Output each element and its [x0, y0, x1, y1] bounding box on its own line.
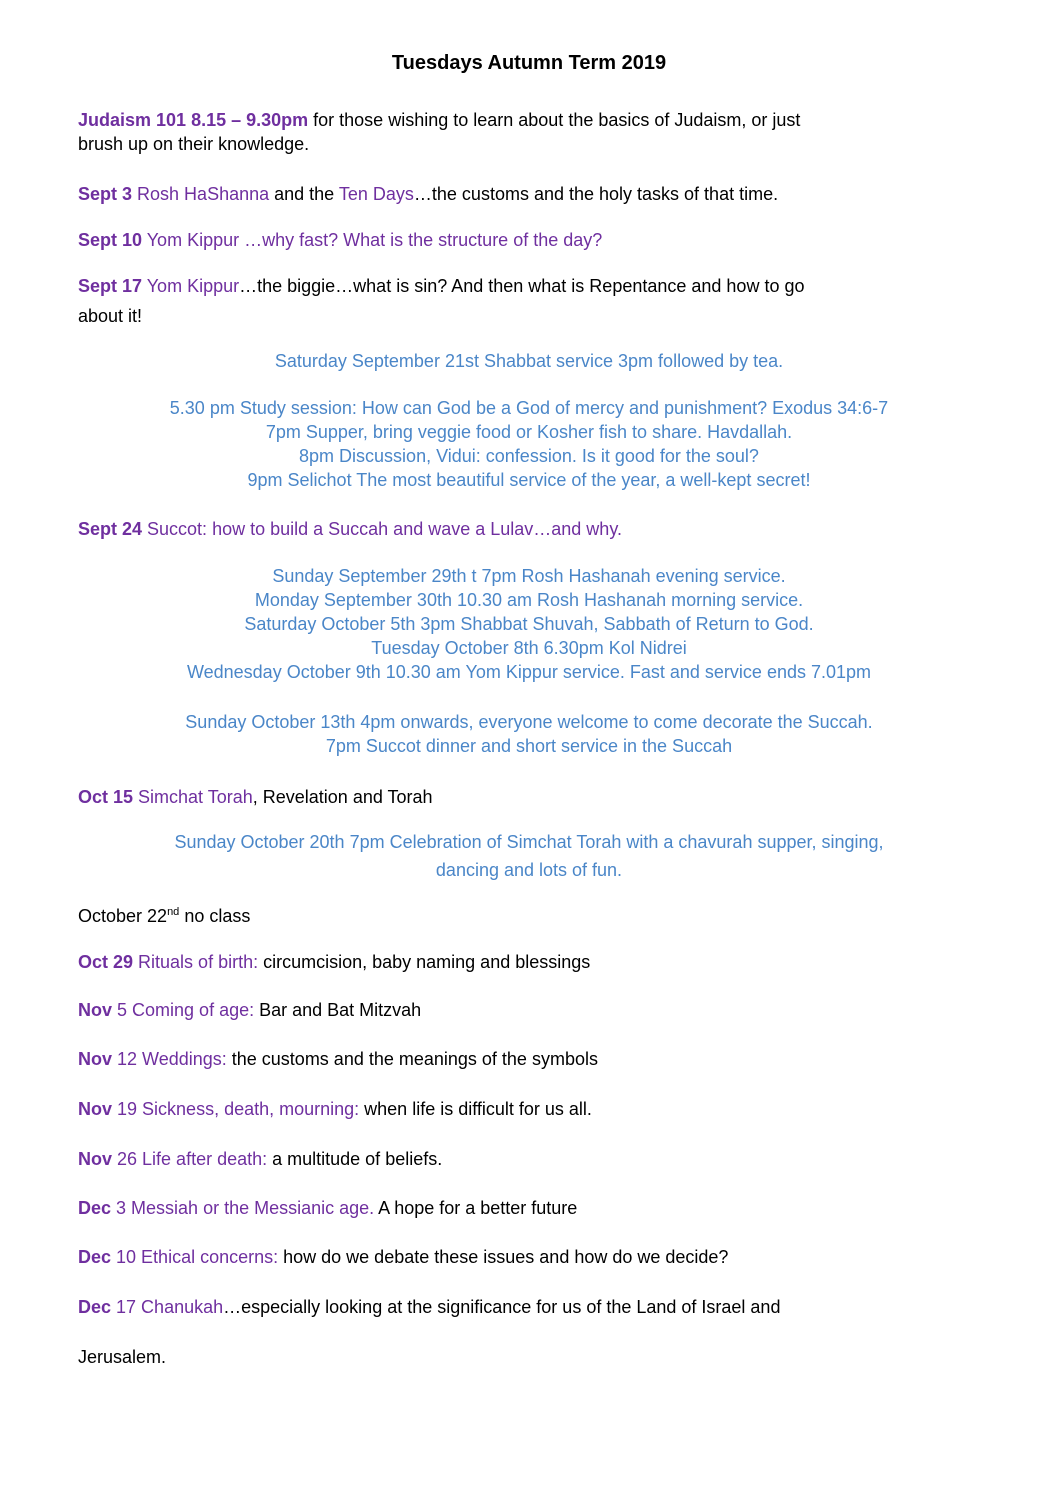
session-topic: 19 Sickness, death, mourning: [112, 1099, 360, 1119]
session-dec-17-cont: Jerusalem. [78, 1347, 167, 1367]
session-date: Oct 15 [78, 787, 134, 807]
event-simchat-2: dancing and lots of fun. [435, 860, 623, 880]
session-topic: 17 Chanukah [111, 1297, 224, 1317]
session-oct-22 [78, 904, 968, 928]
session-topic: 10 Ethical concerns: [111, 1247, 279, 1267]
session-text: the customs and the meanings of the symbols [226, 1049, 598, 1069]
session-sept-10 [78, 228, 968, 252]
ordinal-suffix: nd [167, 906, 180, 918]
session-topic: Yom Kippur …why fast? What is the structure of the day? [142, 230, 603, 250]
intro-text-1: for those wishing to learn about the basics of Judaism, or just [308, 110, 801, 130]
session-date: Dec [78, 1198, 112, 1218]
session-topic: Yom Kippur [142, 276, 240, 296]
session-text: how do we debate these issues and how do we decide? [278, 1247, 729, 1267]
session-date: Nov [78, 1149, 113, 1169]
session-topic: Succot: how to build a Succah and wave a Lulav…and why. [142, 519, 622, 539]
intro-line-2: brush up on their knowledge. [78, 134, 310, 154]
session-date: Sept 3 [78, 184, 133, 204]
event-selichot-1: 5.30 pm Study session: How can God be a God of mercy and punishment? Exodus 34:6-7 [169, 398, 889, 418]
page-title: Tuesdays Autumn Term 2019 [391, 52, 667, 74]
session-dec-17 [78, 1295, 968, 1319]
session-text: A hope for a better future [374, 1198, 578, 1218]
event-selichot-2: 7pm Supper, bring veggie food or Kosher fish to share. Havdallah. [265, 422, 793, 442]
session-topic-2: Ten Days [338, 184, 414, 204]
event-succot-1: Sunday October 13th 4pm onwards, everyone welcome to come decorate the Succah. [185, 712, 873, 732]
session-oct-29 [78, 950, 968, 974]
session-sept-24 [78, 517, 968, 541]
intro-line-1 [78, 108, 968, 132]
event-holyday-2: Monday September 30th 10.30 am Rosh Hashanah morning service. [254, 590, 804, 610]
event-simchat-1: Sunday October 20th 7pm Celebration of Simchat Torah with a chavurah supper, singing, [174, 832, 884, 852]
session-sept-17 [78, 274, 968, 298]
event-succot-2: 7pm Succot dinner and short service in the Succah [325, 736, 733, 756]
session-dec-3 [78, 1196, 968, 1220]
session-topic: 12 Weddings: [112, 1049, 227, 1069]
session-topic: Rituals of birth: [133, 952, 259, 972]
session-text: …especially looking at the significance for us of the Land of Israel and [223, 1297, 781, 1317]
event-selichot-4: 9pm Selichot The most beautiful service of the year, a well-kept secret! [247, 470, 811, 490]
session-date: Dec [78, 1297, 112, 1317]
session-text: circumcision, baby naming and blessings [258, 952, 591, 972]
session-nov-5 [78, 998, 968, 1022]
session-topic: Simchat Torah [133, 787, 253, 807]
event-selichot-3: 8pm Discussion, Vidui: confession. Is it good for the soul? [299, 446, 759, 466]
session-nov-12 [78, 1047, 968, 1071]
session-date: Oct 29 [78, 952, 134, 972]
session-date: Sept 10 [78, 230, 143, 250]
session-date: Nov [78, 1099, 113, 1119]
event-holyday-4: Tuesday October 8th 6.30pm Kol Nidrei [371, 638, 687, 658]
session-date: Nov [78, 1049, 113, 1069]
session-date: Sept 17 [78, 276, 143, 296]
session-topic: 3 Messiah or the Messianic age. [111, 1198, 375, 1218]
session-text: October 22 [78, 906, 168, 926]
event-holyday-5: Wednesday October 9th 10.30 am Yom Kippur service. Fast and service ends 7.01pm [186, 662, 872, 682]
session-text: when life is difficult for us all. [359, 1099, 592, 1119]
event-shabbat-21: Saturday September 21st Shabbat service 3pm followed by tea. [274, 351, 784, 371]
session-topic: Rosh HaShanna [132, 184, 270, 204]
session-oct-15 [78, 785, 968, 809]
session-nov-26 [78, 1147, 968, 1171]
session-text: and the [269, 184, 339, 204]
session-sept-3 [78, 182, 968, 206]
session-nov-19 [78, 1097, 968, 1121]
session-text: Bar and Bat Mitzvah [254, 1000, 422, 1020]
session-text-2: no class [179, 906, 251, 926]
session-date: Dec [78, 1247, 112, 1267]
session-text: , Revelation and Torah [252, 787, 433, 807]
session-topic: 5 Coming of age: [112, 1000, 255, 1020]
event-holyday-1: Sunday September 29th t 7pm Rosh Hashanah evening service. [272, 566, 786, 586]
session-date: Sept 24 [78, 519, 143, 539]
intro-label: Judaism 101 8.15 – 9.30pm [78, 110, 309, 130]
session-date: Nov [78, 1000, 113, 1020]
session-text: …the biggie…what is sin? And then what is Repentance and how to go [239, 276, 805, 296]
session-sept-17-cont: about it! [78, 306, 143, 326]
session-dec-10 [78, 1245, 968, 1269]
event-holyday-3: Saturday October 5th 3pm Shabbat Shuvah, Sabbath of Return to God. [244, 614, 814, 634]
session-topic: 26 Life after death: [112, 1149, 268, 1169]
session-text-2: …the customs and the holy tasks of that time. [413, 184, 779, 204]
session-text: a multitude of beliefs. [267, 1149, 443, 1169]
